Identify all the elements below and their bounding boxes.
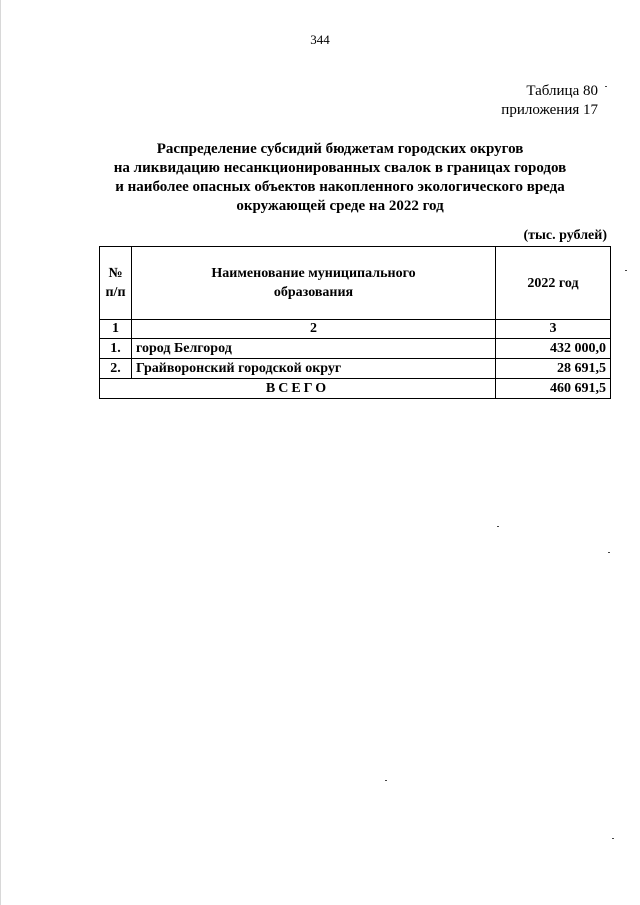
subsidy-value: 432 000,0: [496, 339, 611, 359]
column-number-3: 3: [496, 320, 611, 339]
header-name-line-2: образования: [273, 285, 354, 300]
title-line-1: Распределение субсидий бюджетам городских округов: [156, 141, 524, 157]
scan-speck: [625, 270, 627, 271]
table-row: [100, 359, 611, 379]
title-line-2: на ликвидацию несанкционированных свалок в границах городов: [113, 160, 567, 176]
header-number-cell: [100, 247, 132, 320]
units-label: (тыс. рублей): [523, 228, 607, 243]
scan-speck: [385, 780, 387, 781]
document-title: [60, 140, 620, 216]
total-label: ВСЕГО: [100, 379, 496, 399]
table-reference-appendix: приложения 17: [501, 102, 598, 118]
column-number-1: 1: [100, 320, 132, 339]
table-row: [100, 339, 611, 359]
title-line-4: окружающей среде на 2022 год: [236, 198, 444, 214]
header-name-line-1: Наименование муниципального: [211, 266, 416, 281]
scan-speck: [612, 838, 614, 839]
row-number: 1.: [100, 339, 132, 359]
column-number-2: 2: [132, 320, 496, 339]
scan-speck: [605, 86, 607, 87]
municipality-name: город Белгород: [132, 339, 496, 359]
row-number: 2.: [100, 359, 132, 379]
total-value: 460 691,5: [496, 379, 611, 399]
table-header-row: [100, 247, 611, 320]
page-number: 344: [310, 32, 330, 47]
title-line-3: и наиболее опасных объектов накопленного экологического вреда: [115, 179, 565, 195]
municipality-name: Грайворонский городской округ: [132, 359, 496, 379]
scan-edge-line: [0, 0, 1, 905]
scan-speck: [608, 552, 610, 553]
table-reference-number: Таблица 80: [526, 83, 598, 99]
header-year-cell: 2022 год: [496, 247, 611, 320]
subsidy-value: 28 691,5: [496, 359, 611, 379]
column-number-row: [100, 320, 611, 339]
table-reference: [501, 82, 598, 120]
header-number-abbrev: п/п: [105, 285, 126, 300]
total-row: [100, 379, 611, 399]
scan-speck: [497, 526, 499, 527]
header-name-cell: [132, 247, 496, 320]
header-number-sign: №: [108, 266, 123, 281]
subsidy-table: [99, 246, 611, 399]
